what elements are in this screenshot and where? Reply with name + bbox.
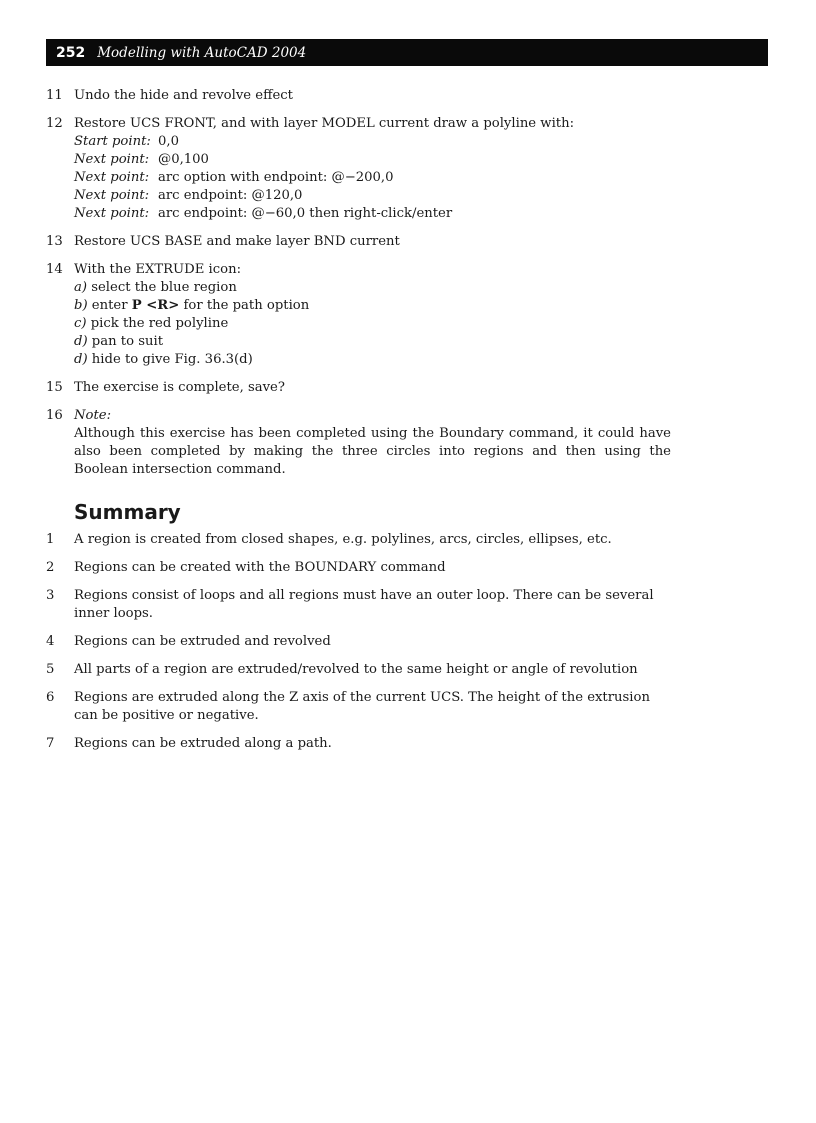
point-value: arc endpoint: @−60,0 then right-click/enter bbox=[158, 206, 453, 221]
substep bbox=[74, 333, 671, 351]
summary-item bbox=[46, 735, 671, 753]
step-number: 11 bbox=[46, 88, 63, 103]
summary-text: All parts of a region are extruded/revolved to the same height or angle of revolution bbox=[74, 662, 638, 677]
substep-letter: d) bbox=[74, 334, 88, 349]
substep bbox=[74, 297, 671, 315]
summary-text: Regions are extruded along the Z axis of the current UCS. The height of the extrusion can be positive or negative. bbox=[74, 690, 650, 723]
substep-letter: b) bbox=[74, 298, 88, 313]
point-entry bbox=[74, 151, 671, 169]
point-label: Start point: bbox=[74, 134, 151, 149]
summary-text: Regions can be created with the BOUNDARY command bbox=[74, 560, 446, 575]
step-text: Restore UCS BASE and make layer BND current bbox=[74, 234, 400, 249]
point-entry bbox=[74, 133, 671, 151]
point-label: Next point: bbox=[74, 206, 150, 221]
step-number: 13 bbox=[46, 234, 63, 249]
step-number: 16 bbox=[46, 408, 63, 423]
summary-text: Regions can be extruded along a path. bbox=[74, 736, 332, 751]
step-12 bbox=[46, 115, 671, 223]
summary-number: 7 bbox=[46, 736, 55, 751]
step-15 bbox=[46, 379, 671, 397]
running-title: Modelling with AutoCAD 2004 bbox=[97, 44, 307, 61]
point-entry bbox=[74, 205, 671, 223]
summary-item bbox=[46, 587, 671, 623]
step-number: 12 bbox=[46, 116, 63, 131]
summary-number: 3 bbox=[46, 588, 55, 603]
substep-text: pick the red polyline bbox=[90, 316, 229, 331]
step-text: With the EXTRUDE icon: bbox=[74, 262, 242, 277]
point-label: Next point: bbox=[74, 188, 150, 203]
substep-letter: a) bbox=[74, 280, 88, 295]
summary-number: 4 bbox=[46, 634, 55, 649]
step-text: Restore UCS FRONT, and with layer MODEL current draw a polyline with: bbox=[74, 116, 575, 131]
summary-text: Regions consist of loops and all regions must have an outer loop. There can be several inner loops. bbox=[74, 588, 654, 621]
substep-letter: c) bbox=[74, 316, 87, 331]
summary-item bbox=[46, 661, 671, 679]
command-input: P <R> bbox=[131, 298, 180, 313]
point-entry bbox=[74, 169, 671, 187]
summary-text: Regions can be extruded and revolved bbox=[74, 634, 331, 649]
substep-text: pan to suit bbox=[91, 334, 163, 349]
summary-item bbox=[46, 689, 671, 725]
point-label: Next point: bbox=[74, 170, 150, 185]
substep-text-post: for the path option bbox=[183, 298, 310, 313]
step-11 bbox=[46, 87, 671, 105]
point-value: @0,100 bbox=[158, 152, 209, 167]
point-value: arc option with endpoint: @−200,0 bbox=[158, 170, 394, 185]
note-text: Although this exercise has been completed using the Boundary command, it could have also been completed by making the three circles into regions and then using the Boolean intersection command. bbox=[74, 426, 671, 477]
step-14 bbox=[46, 261, 671, 369]
substep bbox=[74, 351, 671, 369]
summary-text: A region is created from closed shapes, e.g. polylines, arcs, circles, ellipses, etc. bbox=[74, 532, 612, 547]
substep bbox=[74, 279, 671, 297]
point-label: Next point: bbox=[74, 152, 150, 167]
note-label: Note: bbox=[74, 408, 112, 423]
step-number: 14 bbox=[46, 262, 63, 277]
summary-item bbox=[46, 559, 671, 577]
point-value: arc endpoint: @120,0 bbox=[158, 188, 303, 203]
point-value: 0,0 bbox=[158, 134, 179, 149]
summary-heading: Summary bbox=[74, 500, 181, 524]
summary-number: 1 bbox=[46, 532, 55, 547]
step-13 bbox=[46, 233, 671, 251]
substep-text: hide to give Fig. 36.3(d) bbox=[91, 352, 253, 367]
page-number: 252 bbox=[56, 44, 86, 61]
step-number: 15 bbox=[46, 380, 63, 395]
step-text: The exercise is complete, save? bbox=[74, 380, 285, 395]
summary-number: 6 bbox=[46, 690, 55, 705]
step-text: Undo the hide and revolve effect bbox=[74, 88, 293, 103]
point-entry bbox=[74, 187, 671, 205]
substep-letter: d) bbox=[74, 352, 88, 367]
substep bbox=[74, 315, 671, 333]
summary-item bbox=[46, 531, 671, 549]
page-content bbox=[46, 87, 671, 763]
substep-text-pre: enter bbox=[91, 298, 128, 313]
summary-item bbox=[46, 633, 671, 651]
summary-number: 2 bbox=[46, 560, 55, 575]
step-16 bbox=[46, 407, 671, 479]
substep-text: select the blue region bbox=[91, 280, 237, 295]
summary-number: 5 bbox=[46, 662, 55, 677]
running-header bbox=[46, 39, 768, 66]
